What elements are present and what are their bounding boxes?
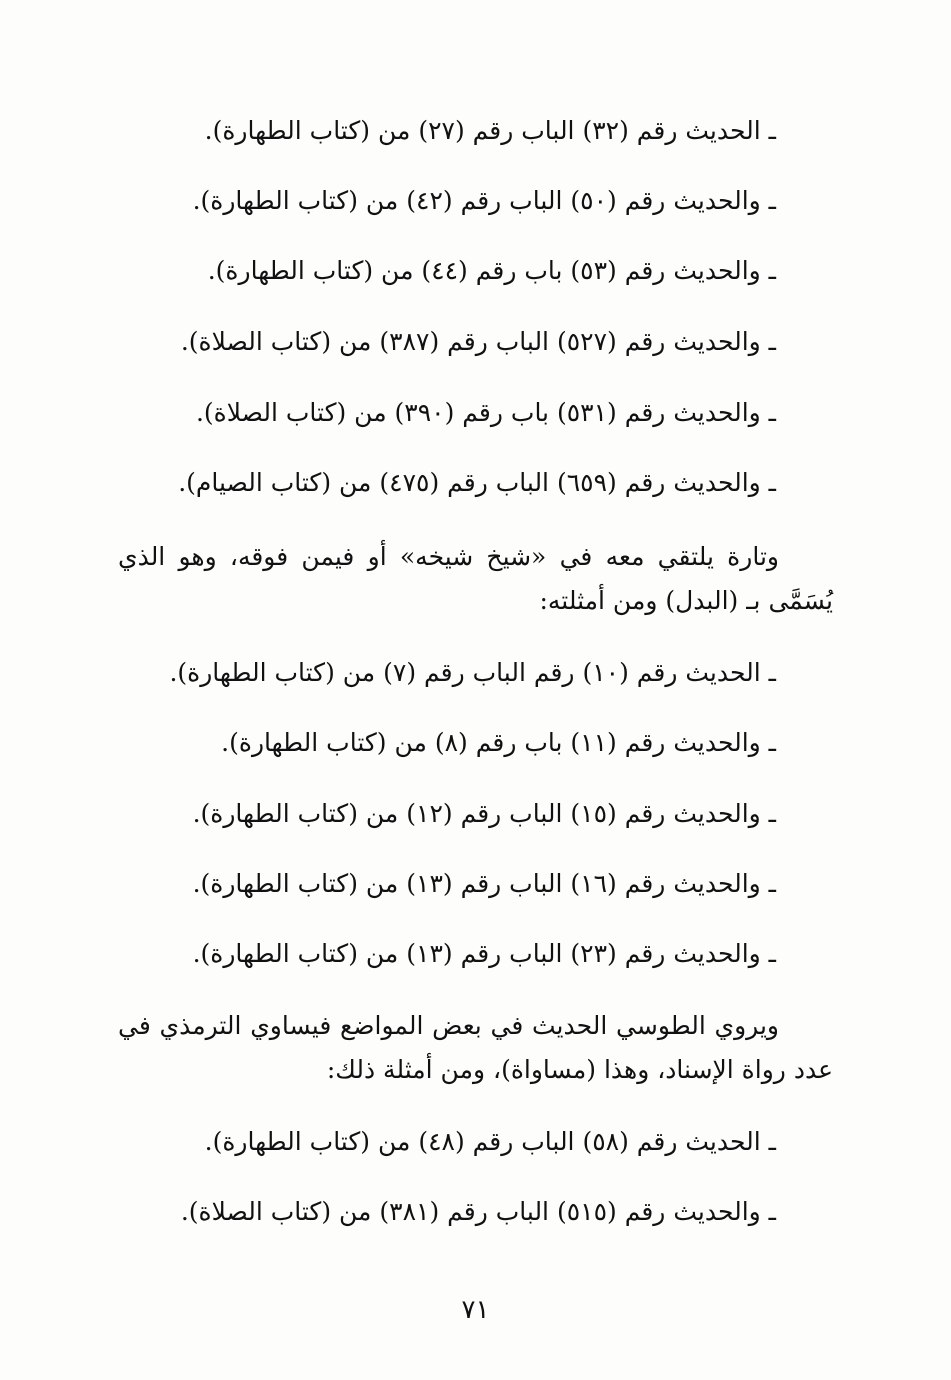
- list-item: ـ الحديث رقم (١٠) رقم الباب رقم (٧) من (كتاب الطهارة).: [169, 658, 776, 687]
- paragraph-text: ويروي الطوسي الحديث في بعض المواضع فيساوي الترمذي في عدد رواة الإسناد، وهذا (مساواة)، ومن أمثلة ذلك:: [118, 1011, 833, 1084]
- list-item: ـ والحديث رقم (٥٣) باب رقم (٤٤) من (كتاب الطهارة).: [207, 256, 776, 285]
- list-item: ـ والحديث رقم (٦٥٩) الباب رقم (٤٧٥) من (كتاب الصيام).: [178, 468, 776, 497]
- list-item: ـ والحديث رقم (٥١٥) الباب رقم (٣٨١) من (كتاب الصلاة).: [180, 1197, 776, 1226]
- paragraph: [118, 535, 833, 623]
- list-item: ـ الحديث رقم (٣٢) الباب رقم (٢٧) من (كتاب الطهارة).: [204, 116, 776, 145]
- list-item: ـ الحديث رقم (٥٨) الباب رقم (٤٨) من (كتاب الطهارة).: [204, 1127, 776, 1156]
- list-item: ـ والحديث رقم (٥٣١) باب رقم (٣٩٠) من (كتاب الصلاة).: [195, 398, 776, 427]
- list-item: ـ والحديث رقم (٥٢٧) الباب رقم (٣٨٧) من (كتاب الصلاة).: [180, 327, 776, 356]
- list-item: ـ والحديث رقم (٥٠) الباب رقم (٤٢) من (كتاب الطهارة).: [192, 186, 776, 215]
- paragraph-text: وتارة يلتقي معه في «شيخ شيخه» أو فيمن فوقه، وهو الذي يُسَمَّى بـ (البدل) ومن أمثلته:: [118, 542, 833, 615]
- list-item: ـ والحديث رقم (١٥) الباب رقم (١٢) من (كتاب الطهارة).: [192, 799, 776, 828]
- list-item: ـ والحديث رقم (٢٣) الباب رقم (١٣) من (كتاب الطهارة).: [192, 939, 776, 968]
- page-number: ٧١: [461, 1295, 490, 1325]
- paragraph: [118, 1004, 833, 1092]
- list-item: ـ والحديث رقم (١١) باب رقم (٨) من (كتاب الطهارة).: [221, 728, 776, 757]
- list-item: ـ والحديث رقم (١٦) الباب رقم (١٣) من (كتاب الطهارة).: [192, 869, 776, 898]
